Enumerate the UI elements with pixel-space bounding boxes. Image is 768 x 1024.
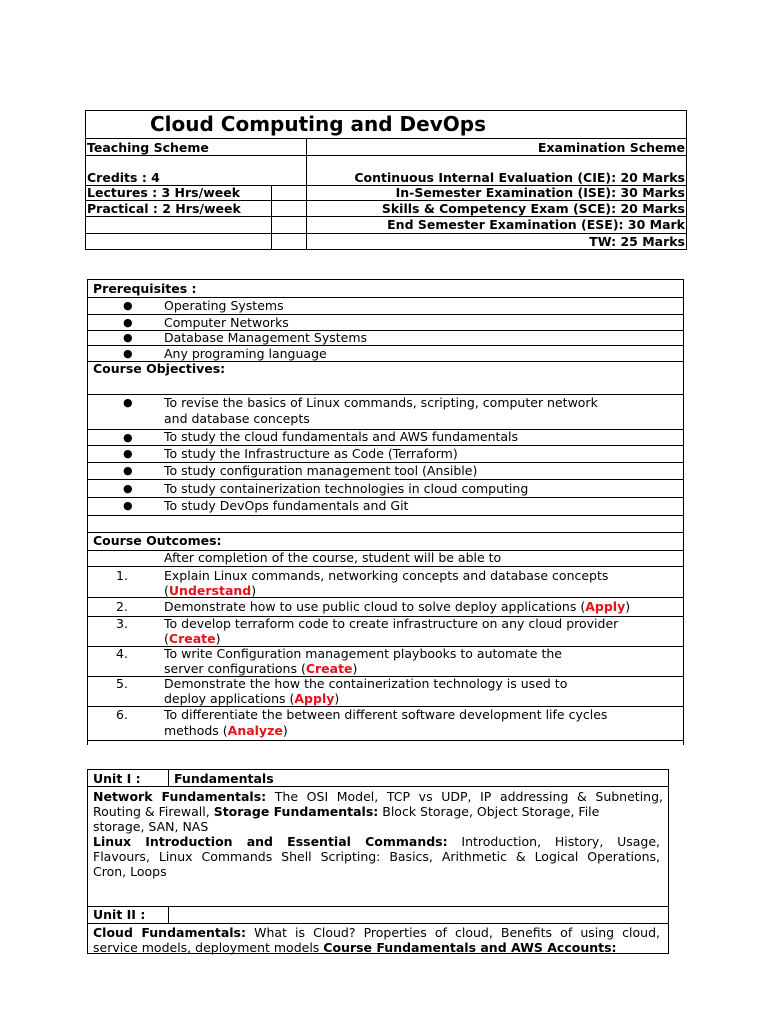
outcome-number: 2. [116, 599, 128, 614]
bullet-icon: ● [123, 464, 133, 477]
bullet-icon: ● [123, 431, 133, 444]
unit-1-line: Flavours, Linux Commands Shell Scripting: Basics, Arithmetic & Logical Operations, [93, 849, 660, 864]
rule [168, 906, 169, 924]
practical: Practical : 2 Hrs/week [87, 201, 241, 216]
outcome-number: 4. [116, 646, 128, 661]
outcome-text: Demonstrate the how the containerization technology is used to [164, 676, 568, 691]
rule [306, 138, 307, 250]
outcome-level: methods (Analyze) [164, 723, 288, 738]
outcome-text: To write Configuration management playbooks to automate the [164, 646, 562, 661]
prerequisite-item: Database Management Systems [164, 330, 368, 345]
prerequisite-item: Computer Networks [164, 315, 289, 330]
credits: Credits : 4 [87, 170, 160, 185]
outcome-text: To differentiate the between different software development life cycles [164, 707, 608, 722]
course-title: Cloud Computing and DevOps [150, 112, 486, 136]
bullet-icon: ● [123, 331, 133, 344]
outcome-text: To develop terraform code to create infrastructure on any cloud provider [164, 616, 619, 631]
rule [87, 515, 684, 516]
objectives-heading: Course Objectives: [93, 361, 226, 376]
rule [87, 923, 669, 924]
outcome-number: 3. [116, 616, 128, 631]
objective-item: To study the cloud fundamentals and AWS fundamentals [164, 429, 519, 444]
outcome-text: Demonstrate how to use public cloud to solve deploy applications (Apply) [164, 599, 631, 614]
rule [85, 110, 86, 250]
outcome-level: (Understand) [164, 583, 257, 598]
rule [87, 566, 684, 567]
prerequisite-item: Any programing language [164, 346, 327, 361]
rule [87, 740, 684, 741]
rule [85, 138, 687, 139]
objective-item: To revise the basics of Linux commands, scripting, computer network [164, 395, 598, 410]
unit-1-line: Linux Introduction and Essential Commands: Introduction, History, Usage, [93, 834, 661, 849]
bullet-icon: ● [123, 482, 133, 495]
rule [87, 906, 669, 907]
examination-scheme-label: Examination Scheme [537, 140, 685, 155]
teaching-scheme-label: Teaching Scheme [87, 140, 209, 155]
objective-item: To study configuration management tool (Ansible) [164, 463, 478, 478]
cie-marks: Continuous Internal Evaluation (CIE): 20 Marks [354, 170, 685, 185]
bullet-icon: ● [123, 447, 133, 460]
ise-marks: In-Semester Examination (ISE): 30 Marks [395, 185, 685, 200]
rule [87, 786, 669, 787]
bullet-icon: ● [123, 316, 133, 329]
bullet-icon: ● [123, 396, 133, 409]
outcomes-intro: After completion of the course, student will be able to [164, 550, 502, 565]
rule [85, 110, 687, 111]
rule [271, 185, 272, 250]
rule [668, 769, 669, 954]
rule [87, 769, 669, 770]
rule [85, 155, 687, 156]
rule [85, 249, 687, 250]
tw-marks: TW: 25 Marks [589, 234, 685, 249]
prerequisites-heading: Prerequisites : [93, 281, 197, 296]
sce-marks: Skills & Competency Exam (SCE): 20 Marks [381, 201, 685, 216]
bullet-icon: ● [123, 299, 133, 312]
outcome-number: 1. [116, 568, 128, 583]
lectures: Lectures : 3 Hrs/week [87, 185, 241, 200]
unit-1-line: Routing & Firewall, Storage Fundamentals: Block Storage, Object Storage, File [93, 804, 600, 819]
objective-item: To study the Infrastructure as Code (Terraform) [164, 446, 458, 461]
outcome-level: server configurations (Create) [164, 661, 358, 676]
outcome-level: (Create) [164, 631, 221, 646]
unit-1-line: storage, SAN, NAS [93, 819, 209, 834]
rule [87, 479, 684, 480]
unit-1-title: Fundamentals [174, 771, 274, 786]
ese-marks: End Semester Examination (ESE): 30 Mark [387, 217, 685, 232]
unit-2-line: Cloud Fundamentals: What is Cloud? Properties of cloud, Benefits of using cloud, [93, 925, 660, 940]
outcomes-heading: Course Outcomes: [93, 533, 222, 548]
objective-item-cont: and database concepts [164, 411, 310, 426]
rule [87, 769, 88, 954]
unit-2-line: service models, deployment models Course Fundamentals and AWS Accounts: [93, 940, 617, 955]
outcome-number: 5. [116, 676, 128, 691]
outcome-number: 6. [116, 707, 128, 722]
unit-2-label: Unit II : [93, 907, 146, 922]
unit-1-label: Unit I : [93, 771, 141, 786]
bullet-icon: ● [123, 347, 133, 360]
objective-item: To study containerization technologies in cloud computing [164, 481, 529, 496]
outcome-level: deploy applications (Apply) [164, 691, 340, 706]
prerequisite-item: Operating Systems [164, 298, 284, 313]
objective-item: To study DevOps fundamentals and Git [164, 498, 409, 513]
rule [87, 279, 684, 280]
rule [686, 110, 687, 250]
unit-1-line: Cron, Loops [93, 864, 167, 879]
unit-1-line: Network Fundamentals: The OSI Model, TCP vs UDP, IP addressing & Subneting, [93, 789, 663, 804]
outcome-text: Explain Linux commands, networking concepts and database concepts [164, 568, 609, 583]
bullet-icon: ● [123, 499, 133, 512]
rule [168, 769, 169, 787]
